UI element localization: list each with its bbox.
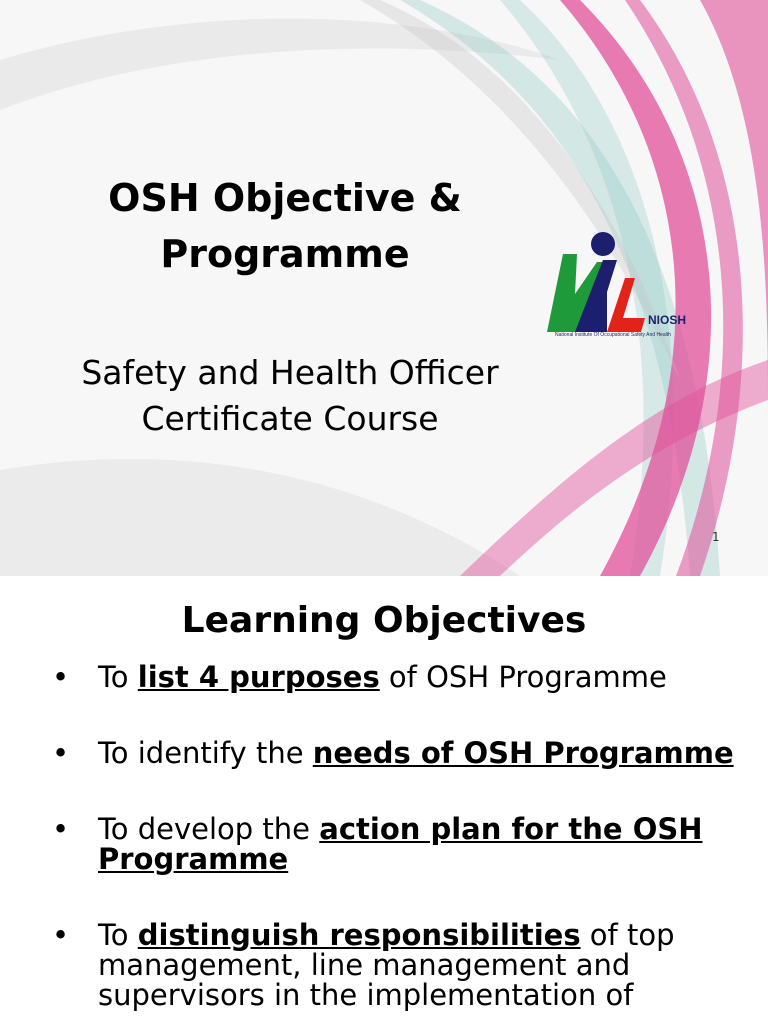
objective-emphasis: list 4 purposes	[137, 660, 380, 694]
logo-tagline: National Institute Of Occupational Safety And Health	[555, 332, 671, 338]
logo-brand-text: NIOSH	[648, 313, 687, 327]
presentation-subtitle	[30, 350, 550, 442]
objective-text: of top management, line management and supervisors in the implementation of	[98, 918, 675, 1012]
presentation-title	[40, 170, 530, 282]
objective-text: of OSH Programme	[379, 660, 667, 694]
page-number: 1	[712, 530, 720, 544]
objective-emphasis: distinguish responsibilities	[137, 918, 581, 952]
objective-item	[52, 662, 752, 692]
title-line-1: OSH Objective &	[108, 176, 462, 220]
subtitle-line-1: Safety and Health Officer	[81, 353, 499, 392]
bullet-marker: •	[52, 918, 70, 952]
objectives-list	[52, 662, 752, 1024]
subtitle-line-2: Certificate Course	[141, 399, 439, 438]
objective-item	[52, 814, 752, 874]
objective-emphasis: needs of OSH Programme	[312, 736, 734, 770]
objective-item	[52, 738, 752, 768]
objective-text: To	[98, 660, 138, 694]
objective-text: To identify the	[98, 736, 313, 770]
objective-emphasis: action plan for the OSH Programme	[98, 812, 703, 876]
objectives-heading: Learning Objectives	[181, 600, 587, 641]
title-line-2: Programme	[160, 232, 410, 276]
objective-text: To	[98, 918, 138, 952]
bullet-marker: •	[52, 736, 70, 770]
objectives-slide	[0, 576, 768, 1024]
bullet-marker: •	[52, 812, 70, 846]
objective-text: To develop the	[98, 812, 320, 846]
bullet-marker: •	[52, 660, 70, 694]
objective-item	[52, 920, 752, 1010]
